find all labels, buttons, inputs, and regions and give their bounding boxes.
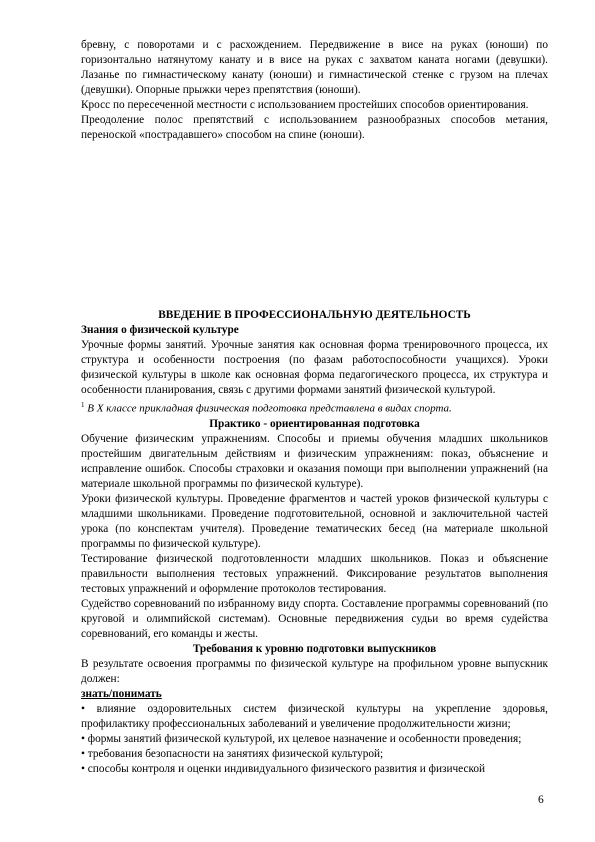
- paragraph-judging: Судейство соревнований по избранному виду спорта. Составление программы соревнований (по круговой и олимпийской системам). Основные передвижения судьи во время судейства соревнований, его команды и жесты.: [81, 597, 548, 640]
- paragraph-testing: Тестирование физической подготовленности младших школьников. Показ и объяснение правильности выполнения тестовых упражнений. Фиксирование результатов выполнения тестовых упражнений и оформление протоколов тестирования.: [81, 552, 548, 595]
- bullet-item: • влияние оздоровительных систем физической культуры на укрепление здоровья, профилактику профессиональных заболеваний и увеличение продолжительности жизни;: [81, 702, 548, 730]
- section-title: ВВЕДЕНИЕ В ПРОФЕССИОНАЛЬНУЮ ДЕЯТЕЛЬНОСТЬ: [158, 309, 471, 321]
- paragraph-lessons: Уроки физической культуры. Проведение фрагментов и частей уроков физической культуры с младшими школьниками. Проведение подготовительной, основной и заключительной частей урока (по конспектам учителя). Проведение тематических бесед (на материале школьной программы по физической культуре).: [81, 492, 548, 550]
- know-understand-label: знать/понимать: [81, 687, 162, 700]
- top-text-block: [81, 38, 548, 143]
- footnote-text: В X классе прикладная физическая подготовка представлена в видах спорта.: [87, 402, 452, 415]
- heading-knowledge: Знания о физической культуре: [81, 324, 239, 336]
- heading-requirements: Требования к уровню подготовки выпускников: [192, 642, 437, 655]
- page-number: 6: [538, 794, 544, 806]
- paragraph-cross: Кросс по пересеченной местности с использованием простейших способов ориентирования.: [81, 99, 529, 111]
- paragraph-requirements: В результате освоения программы по физической культуре на профильном уровне выпускник должен:: [81, 657, 548, 685]
- paragraph-obstacles: Преодоление полос препятствий с использованием разнообразных способов метания, переноской «пострадавшего» способом на спине (юноши).: [81, 114, 548, 141]
- bullet-item: • требования безопасности на занятиях физической культурой;: [81, 747, 384, 760]
- section-block: [81, 308, 548, 777]
- bullet-item: • формы занятий физической культурой, их целевое назначение и особенности проведения;: [81, 732, 522, 745]
- bullet-item: • способы контроля и оценки индивидуального физического развития и физической: [81, 762, 486, 775]
- footnote: [81, 398, 548, 417]
- heading-practice: Практико - ориентированная подготовка: [209, 417, 420, 430]
- paragraph-knowledge: Урочные формы занятий. Урочные занятия как основная форма тренировочного процесса, их структура и особенности построения (по фазам работоспособности учащихся). Уроки физической культуры в школе как основная форма педагогического процесса, их структура и особенности планирования, связь с другими формами занятий физической культурой.: [81, 339, 548, 396]
- footnote-mark: 1: [81, 401, 85, 409]
- paragraph-teaching: Обучение физическим упражнениям. Способы и приемы обучения младших школьников простейшим двигательным действиям и физическим упражнениям: показ, объяснение и исправление ошибок. Способы страховки и оказания помощи при выполнении упражнений (на материале школьной программы по физической культуре).: [81, 432, 548, 490]
- paragraph-apparatus: бревну, с поворотами и с расхождением. Передвижение в висе на руках (юноши) по горизонтально натянутому канату и в висе на руках с захватом каната ногами (девушки). Лазанье по гимнастическому канату (юноши) и гимнастической стенке с грузом на плечах (девушки). Опорные прыжки через препятствия (юноши).: [81, 39, 548, 96]
